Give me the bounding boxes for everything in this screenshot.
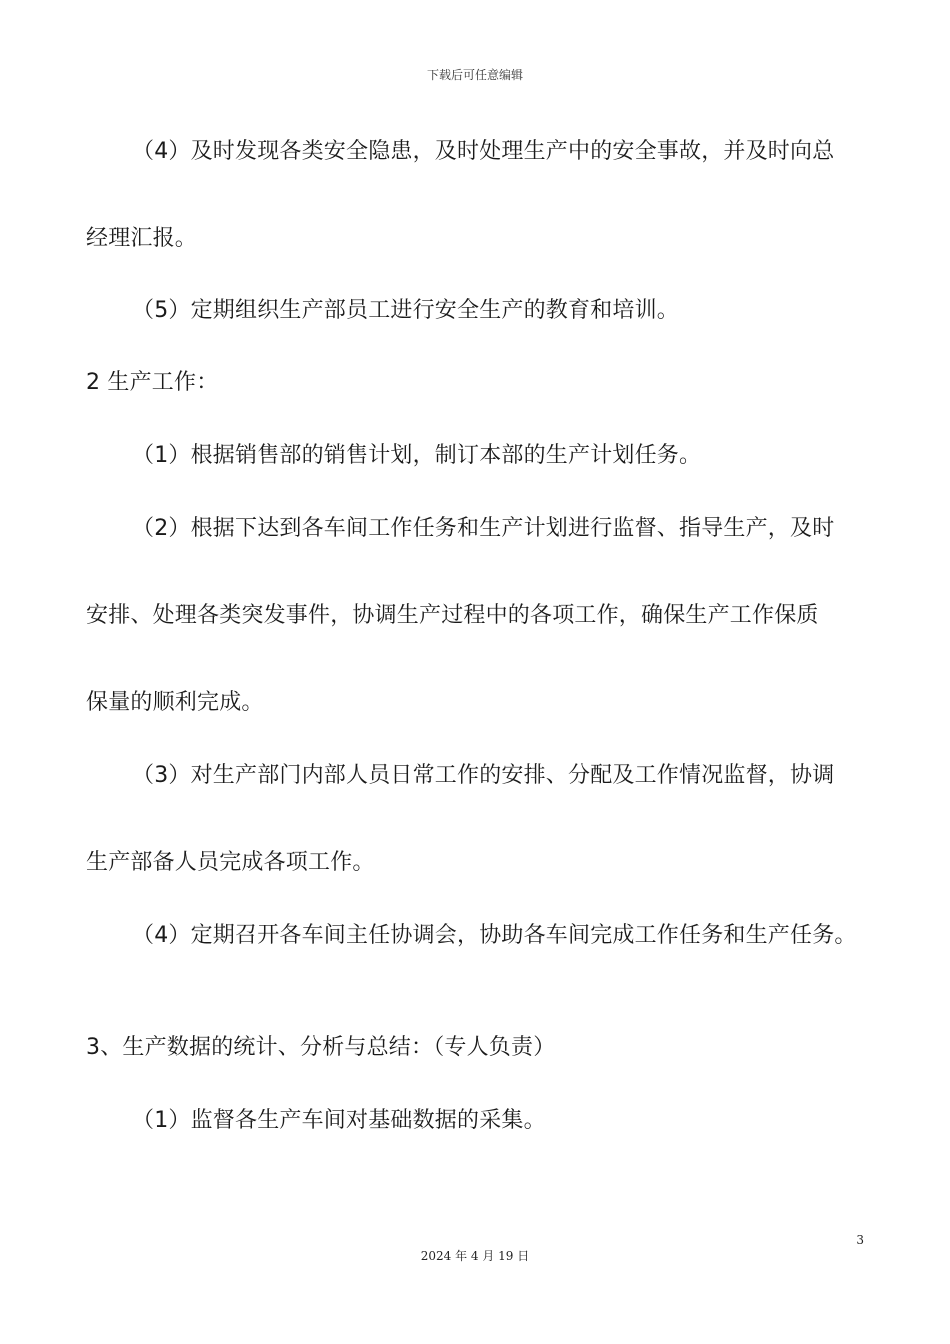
footer-date: 2024 年 4 月 19 日	[420, 1249, 530, 1263]
paragraph-line: （4）定期召开各车间主任协调会，协助各车间完成工作任务和生产任务。	[132, 923, 857, 948]
paragraph-line: 保量的顺利完成。	[86, 690, 264, 715]
paragraph-line: （5）定期组织生产部员工进行安全生产的教育和培训。	[132, 298, 679, 323]
section-heading: 2 生产工作：	[86, 370, 219, 395]
page-number: 3	[856, 1233, 864, 1247]
paragraph-line: （4）及时发现各类安全隐患，及时处理生产中的安全事故，并及时向总	[132, 139, 835, 164]
paragraph-line: （3）对生产部门内部人员日常工作的安排、分配及工作情况监督，协调	[132, 763, 835, 788]
page-header: 下载后可任意编辑	[426, 68, 523, 82]
paragraph-line: 安排、处理各类突发事件，协调生产过程中的各项工作，确保生产工作保质	[86, 603, 819, 628]
paragraph-line: 生产部备人员完成各项工作。	[86, 850, 375, 875]
paragraph-line: （2）根据下达到各车间工作任务和生产计划进行监督、指导生产，及时	[132, 516, 835, 541]
paragraph-line: （1）监督各生产车间对基础数据的采集。	[132, 1108, 546, 1133]
paragraph-line: （1）根据销售部的销售计划，制订本部的生产计划任务。	[132, 443, 702, 468]
paragraph-line: 经理汇报。	[86, 226, 198, 251]
section-heading: 3、生产数据的统计、分析与总结：（专人负责）	[86, 1035, 556, 1060]
